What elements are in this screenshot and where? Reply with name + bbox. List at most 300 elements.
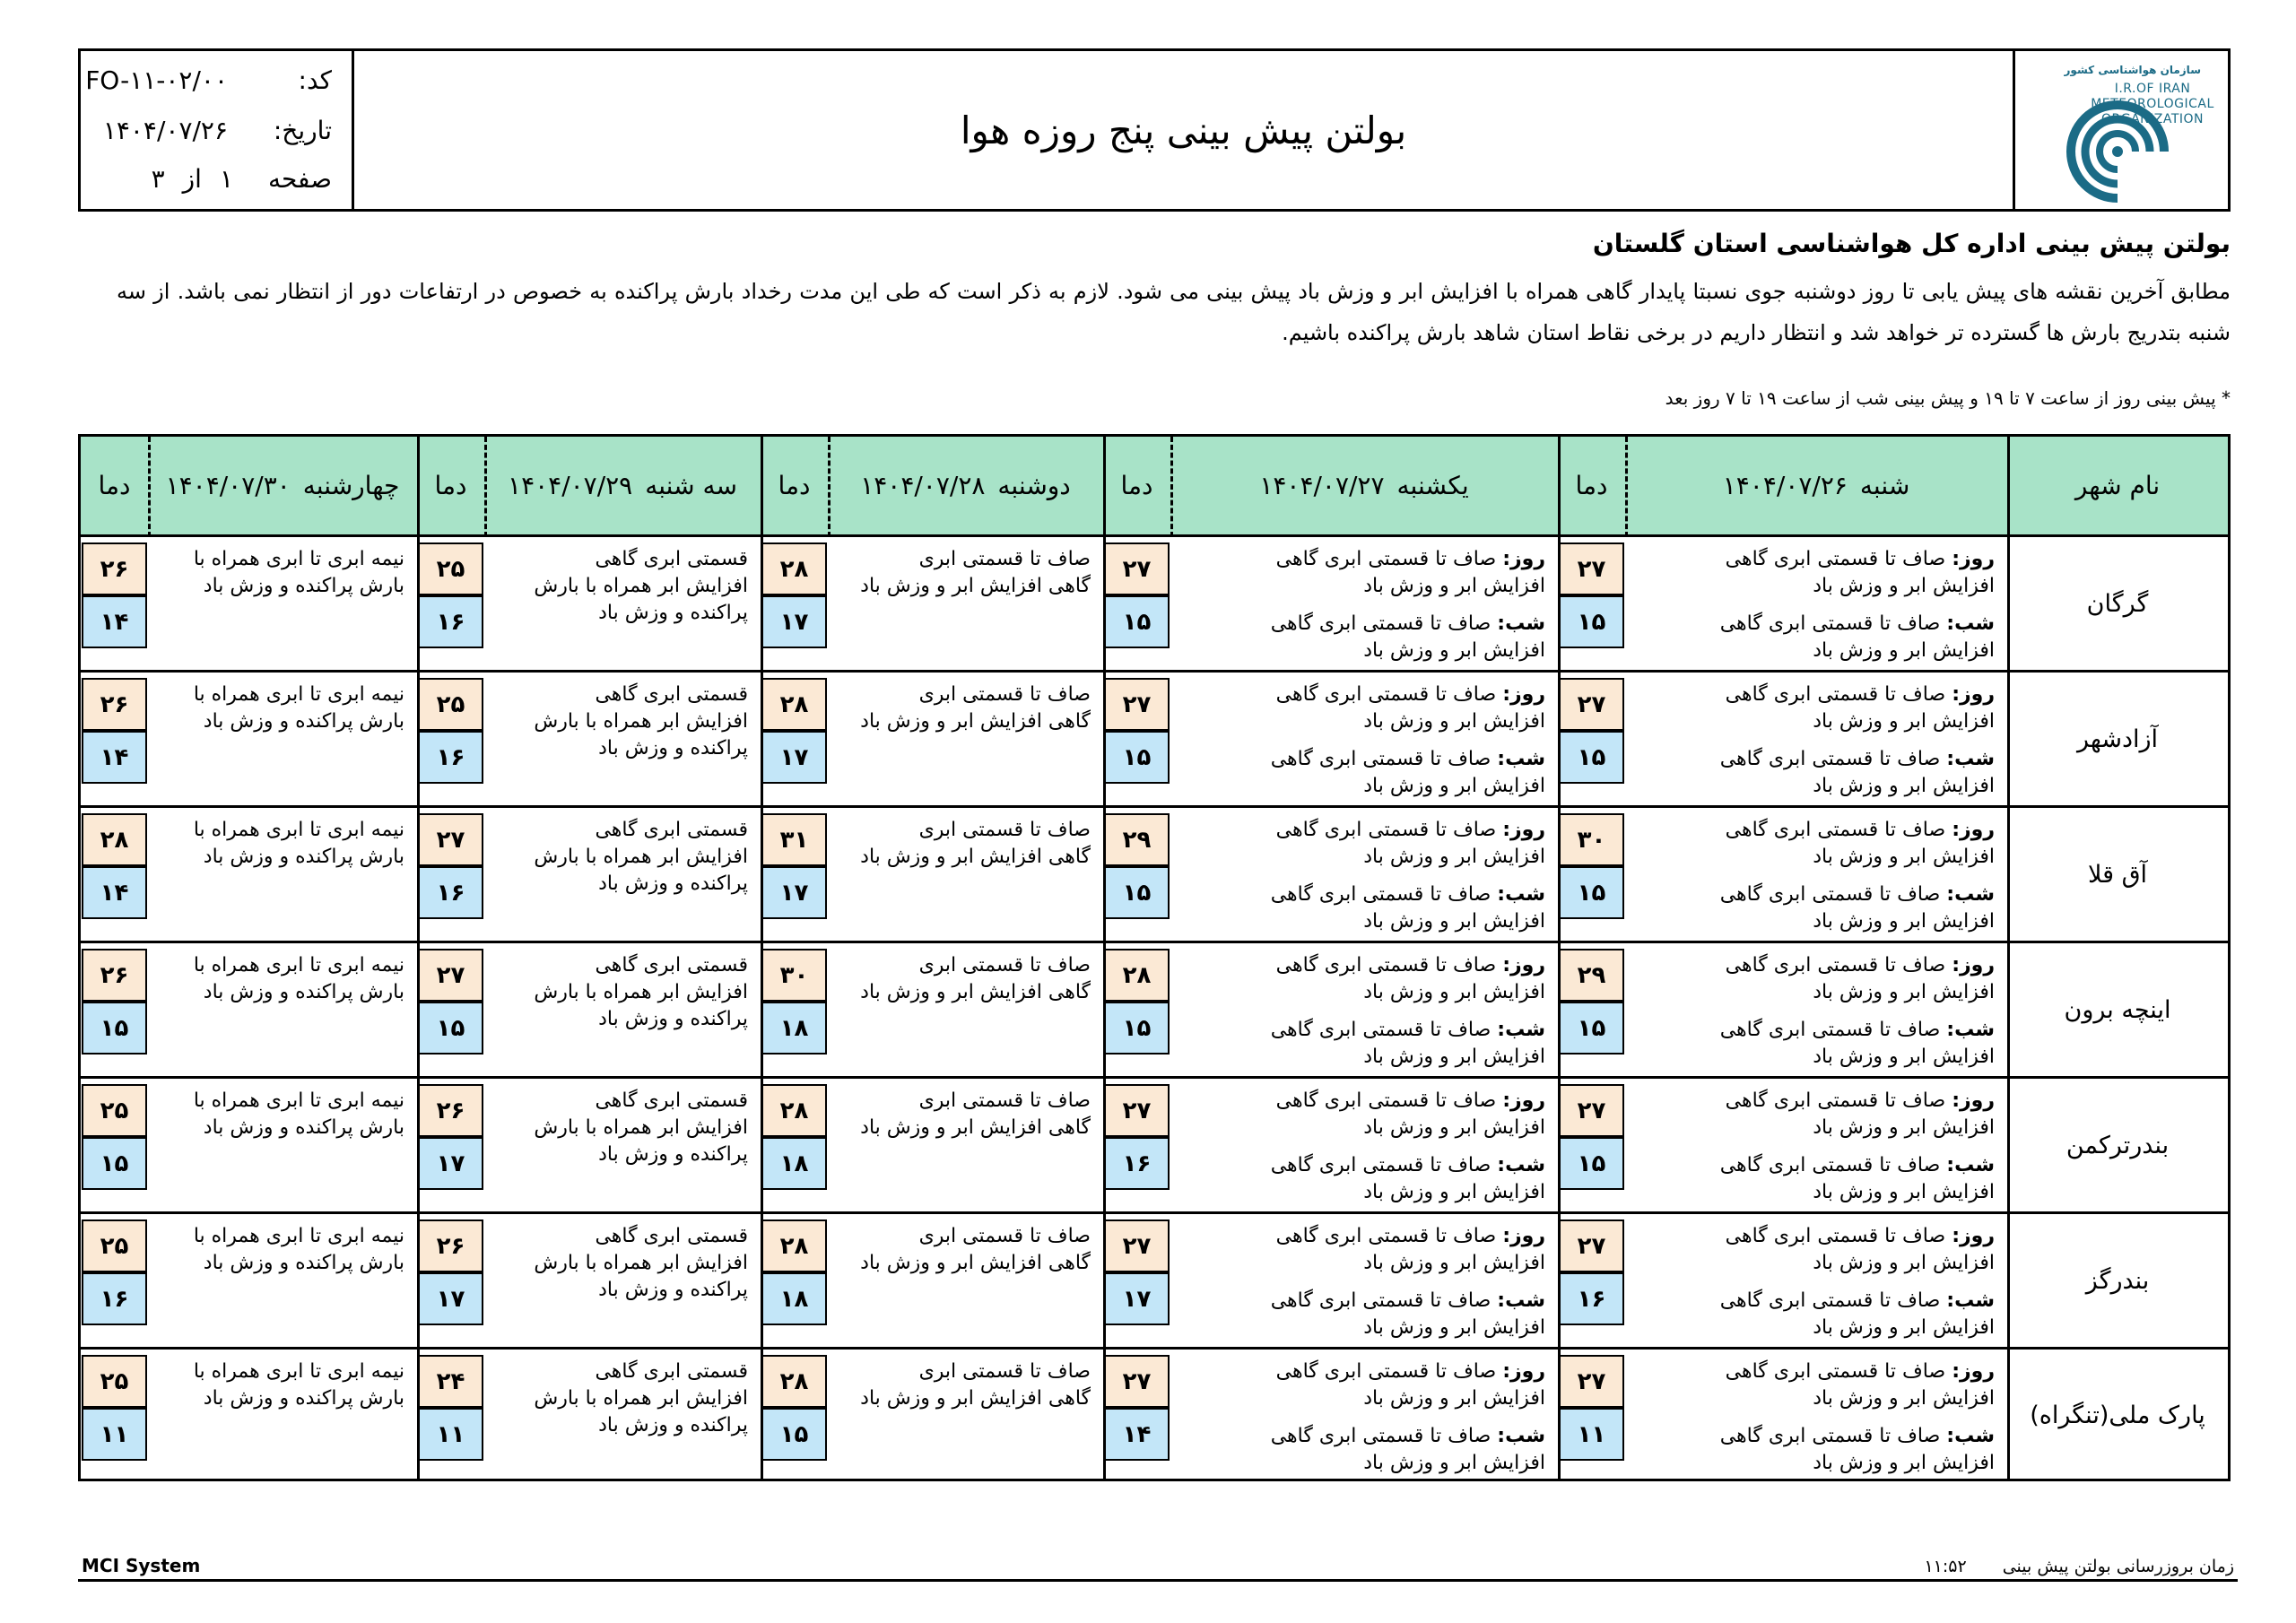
forecast-line: قسمتی ابری گاهی	[595, 819, 748, 841]
system-name: MCI System	[82, 1555, 201, 1576]
forecast-line	[1271, 1288, 1545, 1315]
max-temp: ۳۰	[761, 949, 827, 1002]
period-label: شب:	[1497, 612, 1545, 635]
forecast-summary: مطابق آخرین نقشه های پیش یابی تا روز دوشنبه جوی نسبتا پایدار گاهی همراه با افزایش ابر و وزش باد پیش بینی می شود. لازم به ذکر است که طی این مدت رخداد بارش پراکنده به خصوص در ارتفاعات دور از انتظار نمی باشد. از سه شنبه بتدریج بارش ها گسترده تر خواهد شد و انتظار داریم در برخی نقاط استان شاهد بارش پراکنده باشیم.	[117, 279, 2231, 345]
forecast-line: افزایش ابر و وزش باد	[1363, 575, 1545, 597]
spacer	[1720, 735, 1995, 746]
min-temp: ۱۶	[418, 866, 483, 919]
forecast-line	[1271, 746, 1545, 773]
forecast-line: افزایش ابر همراه با بارش	[534, 981, 748, 1003]
period-label: روز:	[1502, 683, 1545, 706]
max-temp: ۲۸	[761, 542, 827, 595]
column-divider	[1103, 437, 1106, 1479]
forecast-line	[1720, 1288, 1995, 1315]
period-label: روز:	[1952, 819, 1995, 841]
document-title: بولتن پیش بینی پنج روزه هوا	[960, 108, 1407, 152]
spacer	[1271, 1141, 1545, 1152]
period-label: روز:	[1502, 1360, 1545, 1383]
table-row	[81, 673, 2228, 808]
forecast-line: افزایش ابر و وزش باد	[1363, 1252, 1545, 1274]
forecast-line: پراکنده و وزش باد	[598, 602, 748, 624]
forecast-line: افزایش ابر و وزش باد	[1363, 710, 1545, 733]
update-info	[1924, 1557, 2234, 1576]
period-label: روز:	[1502, 819, 1545, 841]
forecast-line	[1720, 681, 1995, 708]
forecast-line	[1720, 546, 1995, 573]
max-temp: ۲۷	[1559, 678, 1624, 731]
forecast-line: بارش پراکنده و وزش باد	[203, 1116, 404, 1139]
min-temp: ۱۸	[761, 1002, 827, 1055]
period-label: شب:	[1946, 883, 1995, 906]
city-name: بندرترکمن	[2066, 1131, 2170, 1159]
max-temp: ۳۱	[761, 813, 827, 866]
table-header	[81, 437, 2228, 537]
period-label: شب:	[1497, 1425, 1545, 1447]
forecast-line: گاهی افزایش ابر و وزش باد	[860, 575, 1091, 597]
forecast-desc: صاف تا قسمتی ابری گاهی	[1725, 683, 1946, 706]
forecast-text	[1271, 546, 1545, 664]
period-label: روز:	[1952, 1360, 1995, 1383]
day-date: ۱۴۰۴/۰۷/۲۸	[860, 471, 986, 500]
max-temp: ۲۶	[82, 542, 147, 595]
min-temp: ۱۶	[1104, 1137, 1170, 1190]
forecast-line: پراکنده و وزش باد	[598, 1279, 748, 1301]
forecast-text	[194, 681, 404, 735]
forecast-line: افزایش ابر و وزش باد	[1813, 639, 1995, 662]
min-temp: ۱۵	[1104, 731, 1170, 784]
day-name: سه شنبه	[645, 471, 737, 500]
forecast-line: افزایش ابر و وزش باد	[1813, 1252, 1995, 1274]
forecast-text	[860, 546, 1091, 600]
forecast-line	[1720, 746, 1995, 773]
spacer	[1271, 1412, 1545, 1423]
forecast-text	[534, 546, 748, 627]
day-date: ۱۴۰۴/۰۷/۲۷	[1259, 471, 1385, 500]
page-label: صفحه	[267, 164, 332, 194]
column-divider	[1558, 437, 1561, 1479]
forecast-desc: صاف تا قسمتی ابری گاهی	[1719, 1425, 1941, 1447]
max-temp: ۲۷	[418, 813, 483, 866]
max-temp: ۲۷	[1559, 1355, 1624, 1408]
max-temp: ۲۶	[418, 1084, 483, 1137]
table-row	[81, 1214, 2228, 1350]
forecast-text	[194, 817, 404, 871]
spacer	[1720, 1412, 1995, 1423]
spacer	[1271, 1277, 1545, 1288]
forecast-line: صاف تا قسمتی ابری	[918, 819, 1091, 841]
forecast-desc: صاف تا قسمتی ابری گاهی	[1719, 1154, 1941, 1176]
document-meta	[81, 51, 354, 209]
forecast-desc: صاف تا قسمتی ابری گاهی	[1719, 883, 1941, 906]
max-temp: ۲۵	[82, 1219, 147, 1272]
min-temp: ۱۴	[82, 595, 147, 648]
forecast-text	[534, 817, 748, 898]
forecast-line: قسمتی ابری گاهی	[595, 548, 748, 570]
forecast-line: پراکنده و وزش باد	[598, 1143, 748, 1166]
min-temp: ۱۵	[1559, 1137, 1624, 1190]
min-temp: ۱۶	[418, 731, 483, 784]
forecast-line: افزایش ابر و وزش باد	[1813, 910, 1995, 933]
max-temp: ۲۵	[82, 1084, 147, 1137]
city-name: اینچه برون	[2064, 995, 2171, 1024]
code-row	[85, 65, 332, 95]
table-row	[81, 1350, 2228, 1481]
forecast-text	[1720, 1088, 1995, 1206]
meteorological-logo	[2013, 51, 2228, 209]
period-label: روز:	[1502, 1225, 1545, 1247]
forecast-line: صاف تا قسمتی ابری	[918, 548, 1091, 570]
city-name: گرگان	[2086, 589, 2149, 618]
forecast-line: افزایش ابر و وزش باد	[1363, 1116, 1545, 1139]
document-header	[78, 48, 2231, 212]
forecast-desc: صاف تا قسمتی ابری گاهی	[1725, 1089, 1946, 1112]
forecast-line: صاف تا قسمتی ابری	[918, 1360, 1091, 1383]
logo-line-1: I.R.OF IRAN	[2114, 82, 2191, 96]
forecast-desc: صاف تا قسمتی ابری گاهی	[1725, 548, 1946, 570]
forecast-text	[1271, 1088, 1545, 1206]
city-name: پارک ملی(تنگراه)	[2030, 1402, 2205, 1429]
forecast-line: افزایش ابر و وزش باد	[1813, 846, 1995, 868]
forecast-text	[1271, 952, 1545, 1071]
forecast-desc: صاف تا قسمتی ابری گاهی	[1719, 748, 1941, 770]
max-temp: ۲۴	[418, 1355, 483, 1408]
period-label: شب:	[1946, 1154, 1995, 1176]
forecast-line: افزایش ابر همراه با بارش	[534, 710, 748, 733]
min-temp: ۱۶	[418, 595, 483, 648]
spacer	[1271, 871, 1545, 881]
max-temp: ۲۷	[1559, 1219, 1624, 1272]
forecast-line	[1271, 1223, 1545, 1250]
period-label: شب:	[1497, 748, 1545, 770]
max-temp: ۲۸	[761, 1355, 827, 1408]
forecast-table	[78, 434, 2231, 1481]
day-name: یکشنبه	[1396, 471, 1469, 500]
min-temp: ۱۵	[418, 1002, 483, 1055]
forecast-desc: صاف تا قسمتی ابری گاهی	[1725, 1360, 1946, 1383]
day-date: ۱۴۰۴/۰۷/۲۹	[508, 471, 633, 500]
forecast-desc: صاف تا قسمتی ابری گاهی	[1275, 1089, 1497, 1112]
forecast-line: نیمه ابری تا ابری همراه با	[193, 1089, 404, 1112]
day-name: شنبه	[1859, 471, 1910, 500]
forecast-line: افزایش ابر و وزش باد	[1363, 1452, 1545, 1474]
max-temp: ۲۵	[418, 542, 483, 595]
max-temp: ۲۸	[82, 813, 147, 866]
min-temp: ۱۵	[1559, 866, 1624, 919]
spacer	[1720, 600, 1995, 611]
forecast-desc: صاف تا قسمتی ابری گاهی	[1270, 1425, 1492, 1447]
day-column-header	[484, 437, 761, 534]
forecast-desc: صاف تا قسمتی ابری گاهی	[1270, 612, 1492, 635]
forecast-line: افزایش ابر و وزش باد	[1813, 775, 1995, 797]
forecast-desc: صاف تا قسمتی ابری گاهی	[1275, 819, 1497, 841]
intro-section	[117, 229, 2231, 353]
forecast-desc: صاف تا قسمتی ابری گاهی	[1275, 1225, 1497, 1247]
forecast-line: افزایش ابر و وزش باد	[1363, 910, 1545, 933]
min-temp: ۱۶	[1559, 1272, 1624, 1325]
max-temp: ۲۸	[761, 678, 827, 731]
period-label: شب:	[1946, 1019, 1995, 1041]
forecast-line: افزایش ابر و وزش باد	[1363, 846, 1545, 868]
city-column-header: نام شهر	[2074, 471, 2161, 500]
period-label: شب:	[1497, 883, 1545, 906]
forecast-text	[860, 1088, 1091, 1141]
spacer	[1271, 1006, 1545, 1017]
min-temp: ۱۵	[1559, 595, 1624, 648]
min-temp: ۱۸	[761, 1137, 827, 1190]
forecast-desc: صاف تا قسمتی ابری گاهی	[1270, 1154, 1492, 1176]
forecast-line: قسمتی ابری گاهی	[595, 1089, 748, 1112]
min-temp: ۱۷	[418, 1272, 483, 1325]
table-row	[81, 537, 2228, 673]
forecast-line: افزایش ابر و وزش باد	[1813, 1387, 1995, 1410]
day-column-header	[1170, 437, 1558, 534]
forecast-line: افزایش ابر همراه با بارش	[534, 1252, 748, 1274]
period-label: شب:	[1497, 1019, 1545, 1041]
forecast-line: نیمه ابری تا ابری همراه با	[193, 548, 404, 570]
forecast-text	[1720, 681, 1995, 800]
forecast-desc: صاف تا قسمتی ابری گاهی	[1270, 748, 1492, 770]
forecast-line: پراکنده و وزش باد	[598, 737, 748, 759]
forecast-text	[194, 546, 404, 600]
forecast-text	[194, 952, 404, 1006]
logo-line-2: METEOROLOGICAL	[2091, 97, 2214, 111]
table-row	[81, 808, 2228, 943]
period-label: روز:	[1952, 954, 1995, 976]
forecast-line: قسمتی ابری گاهی	[595, 1225, 748, 1247]
spiral-logo-icon	[2064, 98, 2171, 205]
min-temp: ۱۶	[82, 1272, 147, 1325]
day-date: ۱۴۰۴/۰۷/۲۶	[1722, 471, 1848, 500]
max-temp: ۲۷	[1104, 678, 1170, 731]
spacer	[1720, 871, 1995, 881]
forecast-text	[534, 952, 748, 1033]
max-temp: ۲۸	[761, 1084, 827, 1137]
temp-column-header: دما	[434, 471, 467, 500]
max-temp: ۳۰	[1559, 813, 1624, 866]
bulletin-heading: بولتن پیش بینی اداره کل هواشناسی استان گلستان	[1592, 229, 2231, 258]
forecast-desc: صاف تا قسمتی ابری گاهی	[1725, 954, 1946, 976]
day-column-header	[148, 437, 417, 534]
forecast-line	[1720, 1152, 1995, 1179]
period-label: روز:	[1502, 954, 1545, 976]
forecast-line: صاف تا قسمتی ابری	[918, 683, 1091, 706]
spacer	[1720, 1141, 1995, 1152]
spacer	[1720, 1006, 1995, 1017]
forecast-text	[534, 1088, 748, 1168]
forecast-line: نیمه ابری تا ابری همراه با	[193, 1225, 404, 1247]
page-of: از	[182, 164, 202, 194]
forecast-line	[1720, 611, 1995, 638]
forecast-text	[194, 1223, 404, 1277]
forecast-desc: صاف تا قسمتی ابری گاهی	[1275, 683, 1497, 706]
period-label: شب:	[1497, 1289, 1545, 1312]
forecast-line: افزایش ابر همراه با بارش	[534, 1387, 748, 1410]
max-temp: ۲۵	[418, 678, 483, 731]
forecast-line	[1720, 881, 1995, 908]
period-label: شب:	[1497, 1154, 1545, 1176]
forecast-desc: صاف تا قسمتی ابری گاهی	[1270, 1019, 1492, 1041]
min-temp: ۱۵	[1559, 1002, 1624, 1055]
logo-line-3: ORGANIZATION	[2100, 112, 2205, 126]
forecast-desc: صاف تا قسمتی ابری گاهی	[1725, 819, 1946, 841]
forecast-line: بارش پراکنده و وزش باد	[203, 1387, 404, 1410]
max-temp: ۲۷	[1104, 1219, 1170, 1272]
period-label: روز:	[1952, 1089, 1995, 1112]
forecast-desc: صاف تا قسمتی ابری گاهی	[1719, 1289, 1941, 1312]
min-temp: ۱۴	[82, 731, 147, 784]
forecast-line	[1271, 881, 1545, 908]
max-temp: ۲۷	[1104, 542, 1170, 595]
forecast-line: افزایش ابر و وزش باد	[1363, 1387, 1545, 1410]
forecast-line: افزایش ابر و وزش باد	[1813, 575, 1995, 597]
period-label: شب:	[1946, 1425, 1995, 1447]
forecast-text	[1720, 817, 1995, 935]
forecast-line: افزایش ابر همراه با بارش	[534, 846, 748, 868]
table-row	[81, 943, 2228, 1079]
min-temp: ۱۷	[761, 731, 827, 784]
forecast-line	[1720, 1223, 1995, 1250]
forecast-line: افزایش ابر و وزش باد	[1813, 981, 1995, 1003]
forecast-line	[1271, 1088, 1545, 1115]
forecast-line: بارش پراکنده و وزش باد	[203, 1252, 404, 1274]
day-column-header	[1625, 437, 2007, 534]
min-temp: ۱۱	[1559, 1408, 1624, 1461]
forecast-line	[1271, 1358, 1545, 1385]
date-label: تاریخ:	[273, 116, 332, 145]
min-temp: ۱۵	[1104, 1002, 1170, 1055]
forecast-text	[1720, 1223, 1995, 1341]
forecast-desc: صاف تا قسمتی ابری گاهی	[1275, 1360, 1497, 1383]
period-label: روز:	[1952, 1225, 1995, 1247]
max-temp: ۲۷	[1559, 542, 1624, 595]
forecast-line: افزایش ابر همراه با بارش	[534, 1116, 748, 1139]
forecast-line	[1271, 1152, 1545, 1179]
spacer	[1271, 735, 1545, 746]
forecast-line: گاهی افزایش ابر و وزش باد	[860, 1116, 1091, 1139]
column-divider	[761, 437, 763, 1479]
forecast-line: افزایش ابر و وزش باد	[1363, 1046, 1545, 1068]
column-divider	[417, 437, 420, 1479]
spacer	[1271, 600, 1545, 611]
temp-column-header: دما	[1575, 471, 1608, 500]
forecast-line: صاف تا قسمتی ابری	[918, 1089, 1091, 1112]
forecast-text	[534, 1223, 748, 1304]
forecast-text	[860, 817, 1091, 871]
forecast-text	[1271, 1358, 1545, 1477]
period-label: روز:	[1502, 548, 1545, 570]
logo-fa-text: سازمان هواشناسی کشور	[2064, 64, 2201, 76]
city-name: آق قلا	[2087, 860, 2148, 889]
forecast-desc: صاف تا قسمتی ابری گاهی	[1275, 954, 1497, 976]
period-label: شب:	[1946, 748, 1995, 770]
forecast-line: افزایش ابر و وزش باد	[1363, 639, 1545, 662]
forecast-line: پراکنده و وزش باد	[598, 1008, 748, 1030]
max-temp: ۲۹	[1559, 949, 1624, 1002]
forecast-line	[1271, 952, 1545, 979]
period-label: روز:	[1502, 1089, 1545, 1112]
forecast-desc: صاف تا قسمتی ابری گاهی	[1270, 1289, 1492, 1312]
min-temp: ۱۵	[1104, 866, 1170, 919]
forecast-line: افزایش ابر و وزش باد	[1813, 1046, 1995, 1068]
forecast-line: افزایش ابر و وزش باد	[1813, 710, 1995, 733]
spacer	[1720, 1277, 1995, 1288]
forecast-line: بارش پراکنده و وزش باد	[203, 710, 404, 733]
forecast-line	[1720, 1358, 1995, 1385]
forecast-line: بارش پراکنده و وزش باد	[203, 846, 404, 868]
forecast-line: بارش پراکنده و وزش باد	[203, 981, 404, 1003]
period-label: روز:	[1952, 548, 1995, 570]
forecast-line: افزایش ابر و وزش باد	[1813, 1116, 1995, 1139]
date-value: ۱۴۰۴/۰۷/۲۶	[102, 116, 228, 145]
forecast-line: نیمه ابری تا ابری همراه با	[193, 954, 404, 976]
min-temp: ۱۷	[1104, 1272, 1170, 1325]
forecast-text	[1271, 681, 1545, 800]
forecast-line: افزایش ابر و وزش باد	[1363, 1316, 1545, 1339]
city-name: آزادشهر	[2076, 725, 2159, 753]
forecast-line	[1720, 952, 1995, 979]
max-temp: ۲۹	[1104, 813, 1170, 866]
forecast-desc: صاف تا قسمتی ابری گاهی	[1270, 883, 1492, 906]
table-row	[81, 1079, 2228, 1214]
date-row	[103, 116, 332, 145]
forecast-line: صاف تا قسمتی ابری	[918, 954, 1091, 976]
forecast-text	[534, 681, 748, 762]
forecast-line	[1271, 817, 1545, 844]
forecast-line: نیمه ابری تا ابری همراه با	[193, 683, 404, 706]
city-name: بندرگز	[2085, 1266, 2150, 1295]
max-temp: ۲۷	[418, 949, 483, 1002]
column-divider	[2007, 437, 2010, 1479]
page-number: ۱	[219, 164, 233, 194]
min-temp: ۱۷	[761, 595, 827, 648]
forecast-line	[1271, 546, 1545, 573]
forecast-line: پراکنده و وزش باد	[598, 1414, 748, 1436]
forecast-line: پراکنده و وزش باد	[598, 872, 748, 895]
forecast-line: افزایش ابر همراه با بارش	[534, 575, 748, 597]
time-range-note: * پیش بینی روز از ساعت ۷ تا ۱۹ و پیش بینی شب از ساعت ۱۹ تا ۷ روز بعد	[1665, 387, 2231, 409]
min-temp: ۱۵	[82, 1137, 147, 1190]
forecast-line: نیمه ابری تا ابری همراه با	[193, 1360, 404, 1383]
forecast-line: قسمتی ابری گاهی	[595, 954, 748, 976]
min-temp: ۱۱	[418, 1408, 483, 1461]
min-temp: ۱۵	[761, 1408, 827, 1461]
forecast-line: افزایش ابر و وزش باد	[1813, 1181, 1995, 1203]
forecast-line: صاف تا قسمتی ابری	[918, 1225, 1091, 1247]
max-temp: ۲۶	[82, 949, 147, 1002]
min-temp: ۱۷	[418, 1137, 483, 1190]
page-footer	[78, 1555, 2238, 1582]
forecast-line: افزایش ابر و وزش باد	[1363, 1181, 1545, 1203]
forecast-text	[534, 1358, 748, 1439]
forecast-line: بارش پراکنده و وزش باد	[203, 575, 404, 597]
forecast-desc: صاف تا قسمتی ابری گاهی	[1719, 1019, 1941, 1041]
period-label: شب:	[1946, 1289, 1995, 1312]
day-name: چهارشنبه	[302, 471, 400, 500]
forecast-line	[1271, 1423, 1545, 1450]
forecast-desc: صاف تا قسمتی ابری گاهی	[1719, 612, 1941, 635]
max-temp: ۲۶	[82, 678, 147, 731]
min-temp: ۱۵	[82, 1002, 147, 1055]
update-label: زمان بروزرسانی بولتن پیش بینی	[2002, 1557, 2234, 1576]
forecast-text	[194, 1088, 404, 1141]
max-temp: ۲۷	[1104, 1355, 1170, 1408]
forecast-line	[1720, 1088, 1995, 1115]
day-name: دوشنبه	[997, 471, 1071, 500]
forecast-line	[1271, 1017, 1545, 1044]
forecast-line	[1271, 611, 1545, 638]
forecast-text	[1271, 1223, 1545, 1341]
temp-column-header: دما	[778, 471, 811, 500]
